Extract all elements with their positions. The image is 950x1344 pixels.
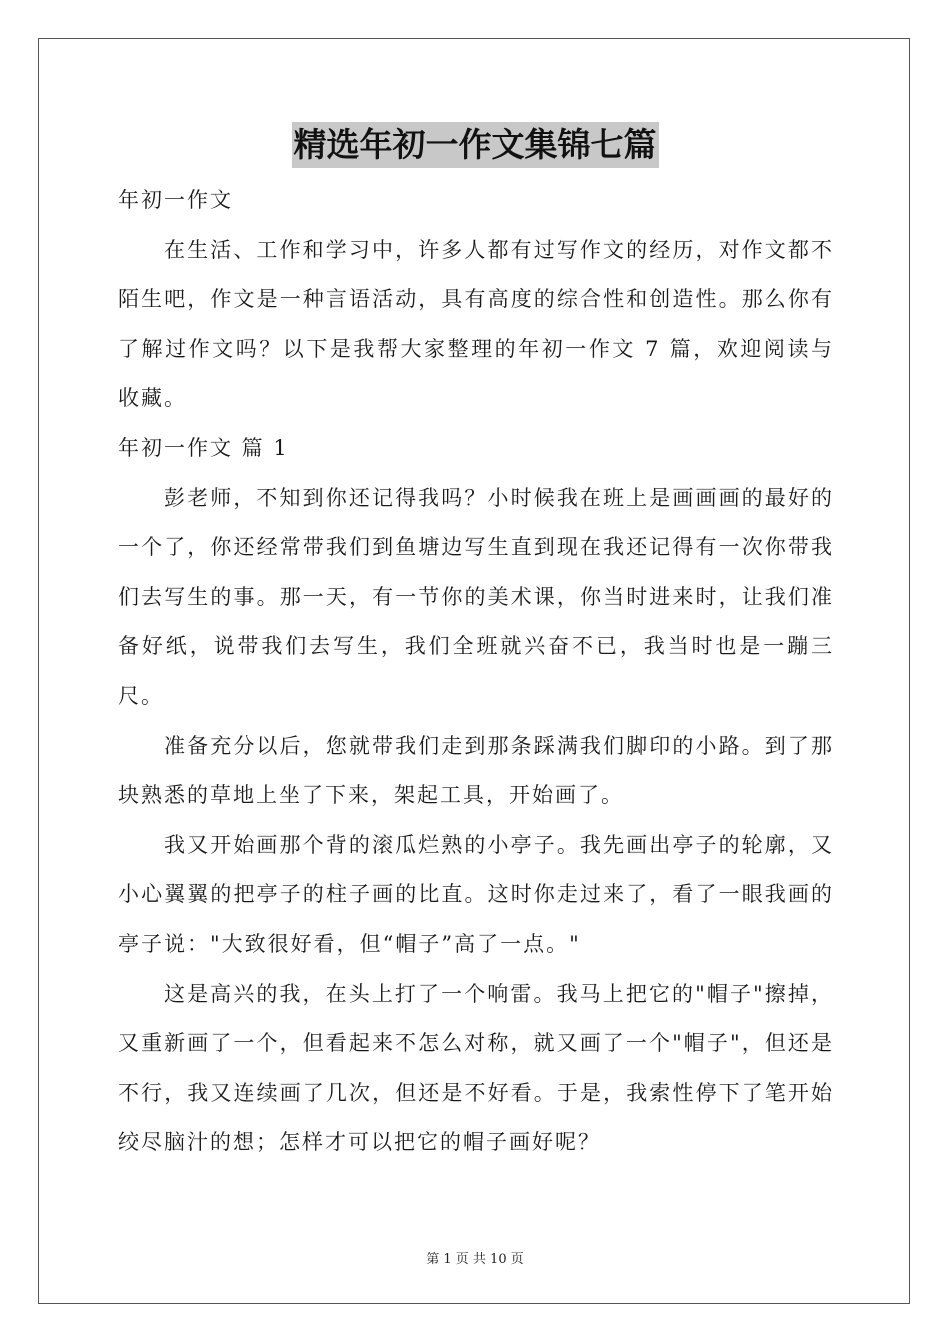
page-footer: 第 1 页 共 10 页 bbox=[426, 1252, 524, 1267]
body-paragraph: 彭老师，不知到你还记得我吗？小时候我在班上是画画画的最好的一个了，你还经常带我们到鱼塘边写生直到现在我还记得有一次你带我们去写生的事。那一天，有一节你的美术课，你当时进来时，让我们准备好纸，说带我们去写生，我们全班就兴奋不已，我当时也是一蹦三尺。 bbox=[118, 485, 834, 708]
section-heading-intro: 年初一作文 bbox=[118, 188, 233, 212]
section-heading-piece-1: 年初一作文 篇 1 bbox=[118, 435, 289, 460]
title-container bbox=[0, 122, 950, 168]
intro-paragraph: 在生活、工作和学习中，许多人都有过写作文的经历，对作文都不陌生吧，作文是一种言语活动，具有高度的综合性和创造性。那么你有了解过作文吗？以下是我帮大家整理的年初一作文 7 篇，欢迎阅读与收藏。 bbox=[118, 237, 834, 411]
body-paragraph: 我又开始画那个背的滚瓜烂熟的小亭子。我先画出亭子的轮廓，又小心翼翼的把亭子的柱子画的比直。这时你走过来了，看了一眼我画的亭子说："大致很好看，但“帽子”高了一点。" bbox=[118, 832, 834, 956]
document-title: 精选年初一作文集锦七篇 bbox=[292, 122, 659, 168]
body-paragraph: 这是高兴的我，在头上打了一个响雷。我马上把它的"帽子"擦掉，又重新画了一个，但看起来不怎么对称，就又画了一个"帽子"，但还是不行，我又连续画了几次，但还是不好看。于是，我索性停下了笔开始绞尽脑汁的想；怎样才可以把它的帽子画好呢？ bbox=[118, 981, 834, 1155]
body-paragraph: 准备充分以后，您就带我们走到那条踩满我们脚印的小路。到了那块熟悉的草地上坐了下来，架起工具，开始画了。 bbox=[118, 733, 834, 808]
document-body bbox=[118, 176, 834, 1168]
